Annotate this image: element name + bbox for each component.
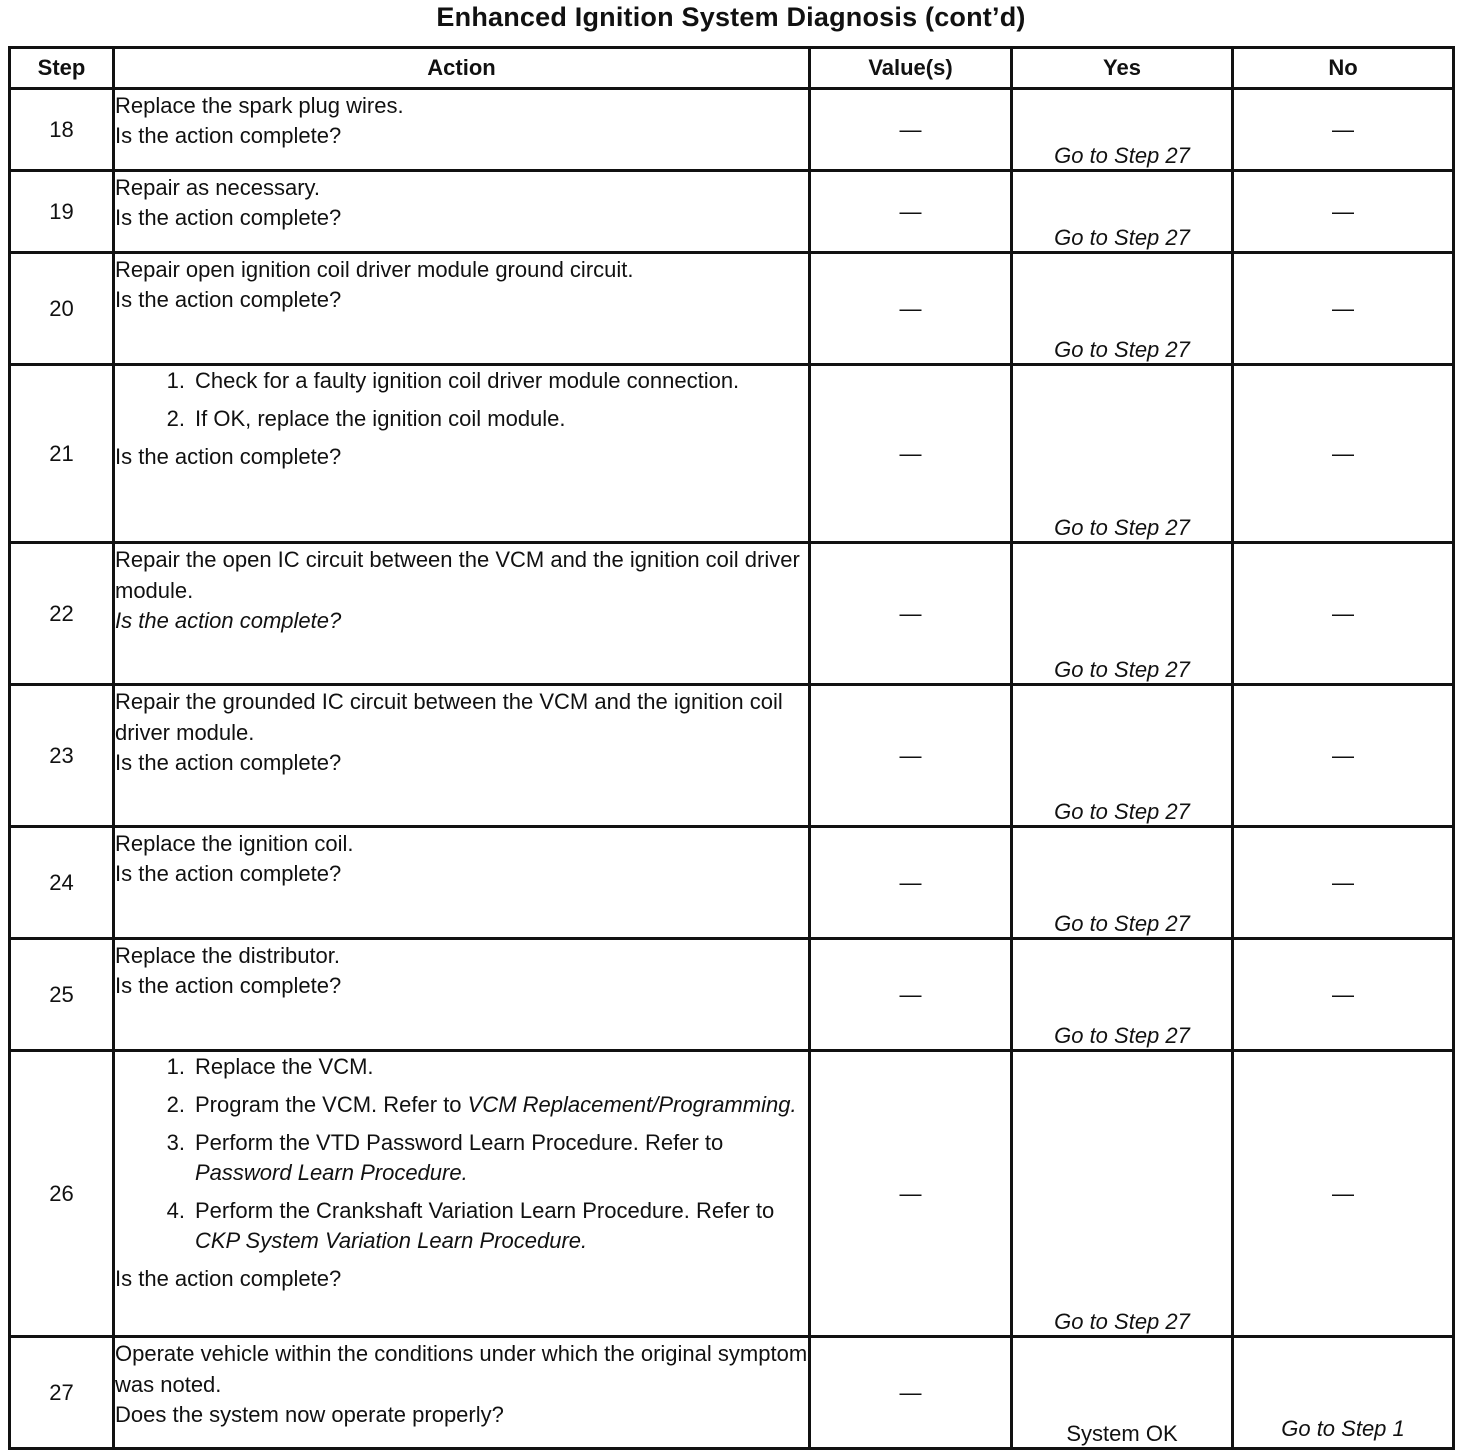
action-question: Is the action complete? [115, 973, 342, 998]
no-cell: — [1233, 365, 1454, 543]
action-question: Is the action complete? [115, 444, 342, 469]
yes-cell: Go to Step 27 [1012, 685, 1233, 827]
action-question: Is the action complete? [115, 1266, 342, 1291]
step-number: 25 [10, 939, 114, 1051]
value-cell: — [810, 1051, 1012, 1337]
action-step-item [115, 1196, 808, 1256]
table-row [10, 253, 1454, 365]
step-number: 22 [10, 543, 114, 685]
table-row [10, 685, 1454, 827]
action-question: Is the action complete? [115, 861, 342, 886]
value-cell: — [810, 685, 1012, 827]
action-text: Repair the open IC circuit between the VCM and the ignition coil driver module. [115, 547, 800, 603]
action-text: Replace the distributor. [115, 943, 341, 968]
step-number: 19 [10, 171, 114, 253]
action-step-number: 1. [166, 1054, 185, 1079]
no-cell: — [1233, 89, 1454, 171]
action-question: Is the action complete? [115, 608, 342, 633]
action-text: Repair the grounded IC circuit between the VCM and the ignition coil driver module. [115, 689, 783, 745]
header-yes: Yes [1012, 48, 1233, 89]
step-number: 23 [10, 685, 114, 827]
value-cell: — [810, 1337, 1012, 1449]
table-row [10, 365, 1454, 543]
action-cell [114, 543, 810, 685]
step-number: 24 [10, 827, 114, 939]
no-cell: — [1233, 827, 1454, 939]
action-cell [114, 1337, 810, 1449]
action-step-text: Replace the VCM. [195, 1054, 374, 1079]
value-cell: — [810, 939, 1012, 1051]
header-values: Value(s) [810, 48, 1012, 89]
no-cell: — [1233, 171, 1454, 253]
action-step-item [115, 366, 808, 396]
action-step-number: 2. [166, 406, 185, 431]
action-cell [114, 89, 810, 171]
value-cell: — [810, 543, 1012, 685]
action-question: Is the action complete? [115, 205, 342, 230]
yes-cell: Go to Step 27 [1012, 365, 1233, 543]
no-cell: — [1233, 685, 1454, 827]
action-text: Replace the spark plug wires. [115, 93, 404, 118]
step-number: 26 [10, 1051, 114, 1337]
action-cell [114, 1051, 810, 1337]
action-text: Operate vehicle within the conditions under which the original symptom was noted. [115, 1341, 808, 1397]
no-cell: Go to Step 1 [1233, 1337, 1454, 1449]
action-step-item [115, 404, 808, 434]
no-cell: — [1233, 1051, 1454, 1337]
step-number: 21 [10, 365, 114, 543]
header-step: Step [10, 48, 114, 89]
yes-cell: Go to Step 27 [1012, 939, 1233, 1051]
yes-cell: Go to Step 27 [1012, 827, 1233, 939]
action-question: Does the system now operate properly? [115, 1402, 504, 1427]
yes-cell: Go to Step 27 [1012, 171, 1233, 253]
header-no: No [1233, 48, 1454, 89]
table-row [10, 939, 1454, 1051]
action-step-item [115, 1128, 808, 1188]
action-text: Repair open ignition coil driver module ground circuit. [115, 257, 634, 282]
no-cell: — [1233, 939, 1454, 1051]
action-step-text: If OK, replace the ignition coil module. [195, 406, 566, 431]
page-title: Enhanced Ignition System Diagnosis (cont’d) [436, 2, 1026, 32]
action-step-reference: Password Learn Procedure. [195, 1160, 468, 1185]
yes-cell: Go to Step 27 [1012, 253, 1233, 365]
action-question: Is the action complete? [115, 123, 342, 148]
header-row [10, 48, 1454, 89]
action-cell [114, 939, 810, 1051]
action-question: Is the action complete? [115, 287, 342, 312]
no-cell: — [1233, 543, 1454, 685]
step-number: 20 [10, 253, 114, 365]
step-number: 18 [10, 89, 114, 171]
table-row [10, 827, 1454, 939]
yes-cell: System OK [1012, 1337, 1233, 1449]
action-step-text: Perform the Crankshaft Variation Learn Procedure. Refer to [195, 1198, 775, 1223]
action-cell [114, 253, 810, 365]
action-steps [115, 1052, 808, 1264]
value-cell: — [810, 253, 1012, 365]
action-steps [115, 366, 808, 442]
action-step-reference: VCM Replacement/Programming. [467, 1092, 797, 1117]
no-cell: — [1233, 253, 1454, 365]
table-row [10, 89, 1454, 171]
action-step-reference: CKP System Variation Learn Procedure. [195, 1228, 588, 1253]
value-cell: — [810, 827, 1012, 939]
yes-cell: Go to Step 27 [1012, 89, 1233, 171]
action-text: Replace the ignition coil. [115, 831, 354, 856]
action-step-item [115, 1052, 808, 1082]
table-row [10, 171, 1454, 253]
action-question: Is the action complete? [115, 750, 342, 775]
action-step-item [115, 1090, 808, 1120]
action-text: Repair as necessary. [115, 175, 321, 200]
action-step-number: 1. [166, 368, 185, 393]
action-step-number: 2. [166, 1092, 185, 1117]
action-step-text: Program the VCM. Refer to [195, 1092, 468, 1117]
action-step-number: 3. [166, 1130, 185, 1155]
value-cell: — [810, 365, 1012, 543]
step-number: 27 [10, 1337, 114, 1449]
diagnosis-table [8, 46, 1455, 1450]
table-row [10, 543, 1454, 685]
action-step-text: Perform the VTD Password Learn Procedure. Refer to [195, 1130, 724, 1155]
action-cell [114, 827, 810, 939]
yes-cell: Go to Step 27 [1012, 543, 1233, 685]
header-action: Action [114, 48, 810, 89]
action-step-text: Check for a faulty ignition coil driver module connection. [195, 368, 740, 393]
value-cell: — [810, 89, 1012, 171]
action-step-number: 4. [166, 1198, 185, 1223]
action-cell [114, 685, 810, 827]
yes-cell: Go to Step 27 [1012, 1051, 1233, 1337]
table-row [10, 1051, 1454, 1337]
action-cell [114, 365, 810, 543]
table-row [10, 1337, 1454, 1449]
value-cell: — [810, 171, 1012, 253]
action-cell [114, 171, 810, 253]
